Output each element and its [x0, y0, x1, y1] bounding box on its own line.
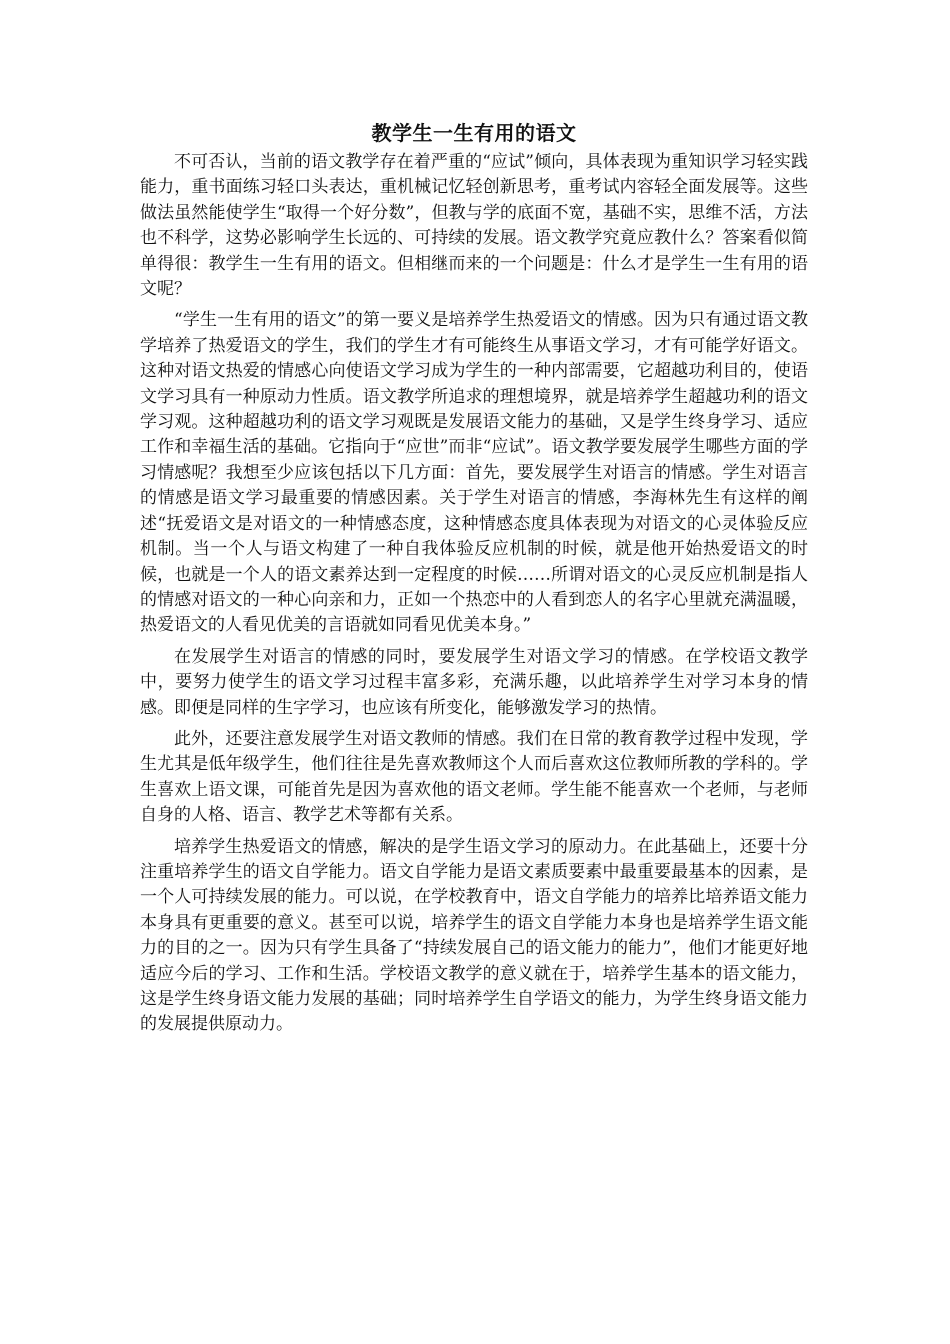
paragraph-5: 培养学生热爱语文的情感，解决的是学生语文学习的原动力。在此基础上，还要十分注重培养学生的语文自学能力。语文自学能力是语文素质要素中最重要最基本的因素，是一个人可持续发展的能力。可以说，在学校教育中，语文自学能力的培养比培养语文能力本身具有更重要的意义。甚至可以说，培养学生的语文自学能力本身也是培养学生语文能力的目的之一。因为只有学生具备了“持续发展自己的语文能力的能力”，他们才能更好地适应今后的学习、工作和生活。学校语文教学的意义就在于，培养学生基本的语文能力，这是学生终身语文能力发展的基础；同时培养学生自学语文的能力，为学生终身语文能力的发展提供原动力。	[140, 836, 808, 1035]
paragraph-2: “学生一生有用的语文”的第一要义是培养学生热爱语文的情感。因为只有通过语文教学培养了热爱语文的学生，我们的学生才有可能终生从事语文学习，才有可能学好语文。这种对语文热爱的情感心向使语文学习成为学生的一种内部需要，它超越功利目的，使语文学习具有一种原动力性质。语文教学所追求的理想境界，就是培养学生超越功利的语文学习观。这种超越功利的语文学习观既是发展语文能力的基础，又是学生终身学习、适应工作和幸福生活的基础。它指向于“应世”而非“应试”。语文教学要发展学生哪些方面的学习情感呢？我想至少应该包括以下几方面：首先，要发展学生对语言的情感。学生对语言的情感是语文学习最重要的情感因素。关于学生对语言的情感，李海林先生有这样的阐述“抚爱语文是对语文的一种情感态度，这种情感态度具体表现为对语文的心灵体验反应机制。当一个人与语文构建了一种自我体验反应机制的时候，就是他开始热爱语文的时候，也就是一个人的语文素养达到一定程度的时候……所谓对语文的心灵反应机制是指人的情感对语文的一种心向亲和力，正如一个热恋中的人看到恋人的名字心里就充满温暖，热爱语文的人看见优美的言语就如同看见优美本身。”	[140, 310, 808, 636]
paragraph-1: 不可否认，当前的语文教学存在着严重的“应试”倾向，具体表现为重知识学习轻实践能力，重书面练习轻口头表达，重机械记忆轻创新思考，重考试内容轻全面发展等。这些做法虽然能使学生“取得一个好分数”，但教与学的底面不宽，基础不实，思维不活，方法也不科学，这势必影响学生长远的、可持续的发展。语文教学究竟应教什么？答案看似简单得很：教学生一生有用的语文。但相继而来的一个问题是：什么才是学生一生有用的语文呢？	[140, 152, 808, 300]
document-title: 教学生一生有用的语文	[371, 121, 577, 145]
paragraph-4: 此外，还要注意发展学生对语文教师的情感。我们在日常的教育教学过程中发现，学生尤其是低年级学生，他们往往是先喜欢教师这个人而后喜欢这位教师所教的学科的。学生喜欢上语文课，可能首先是因为喜欢他的语文老师。学生能不能喜欢一个老师，与老师自身的人格、语言、教学艺术等都有关系。	[140, 728, 808, 826]
document-page	[140, 118, 808, 1044]
paragraph-3: 在发展学生对语言的情感的同时，要发展学生对语文学习的情感。在学校语文教学中，要努力使学生的语文学习过程丰富多彩，充满乐趣，以此培养学生对学习本身的情感。即便是同样的生字学习，也应该有所变化，能够激发学习的热情。	[140, 646, 808, 718]
